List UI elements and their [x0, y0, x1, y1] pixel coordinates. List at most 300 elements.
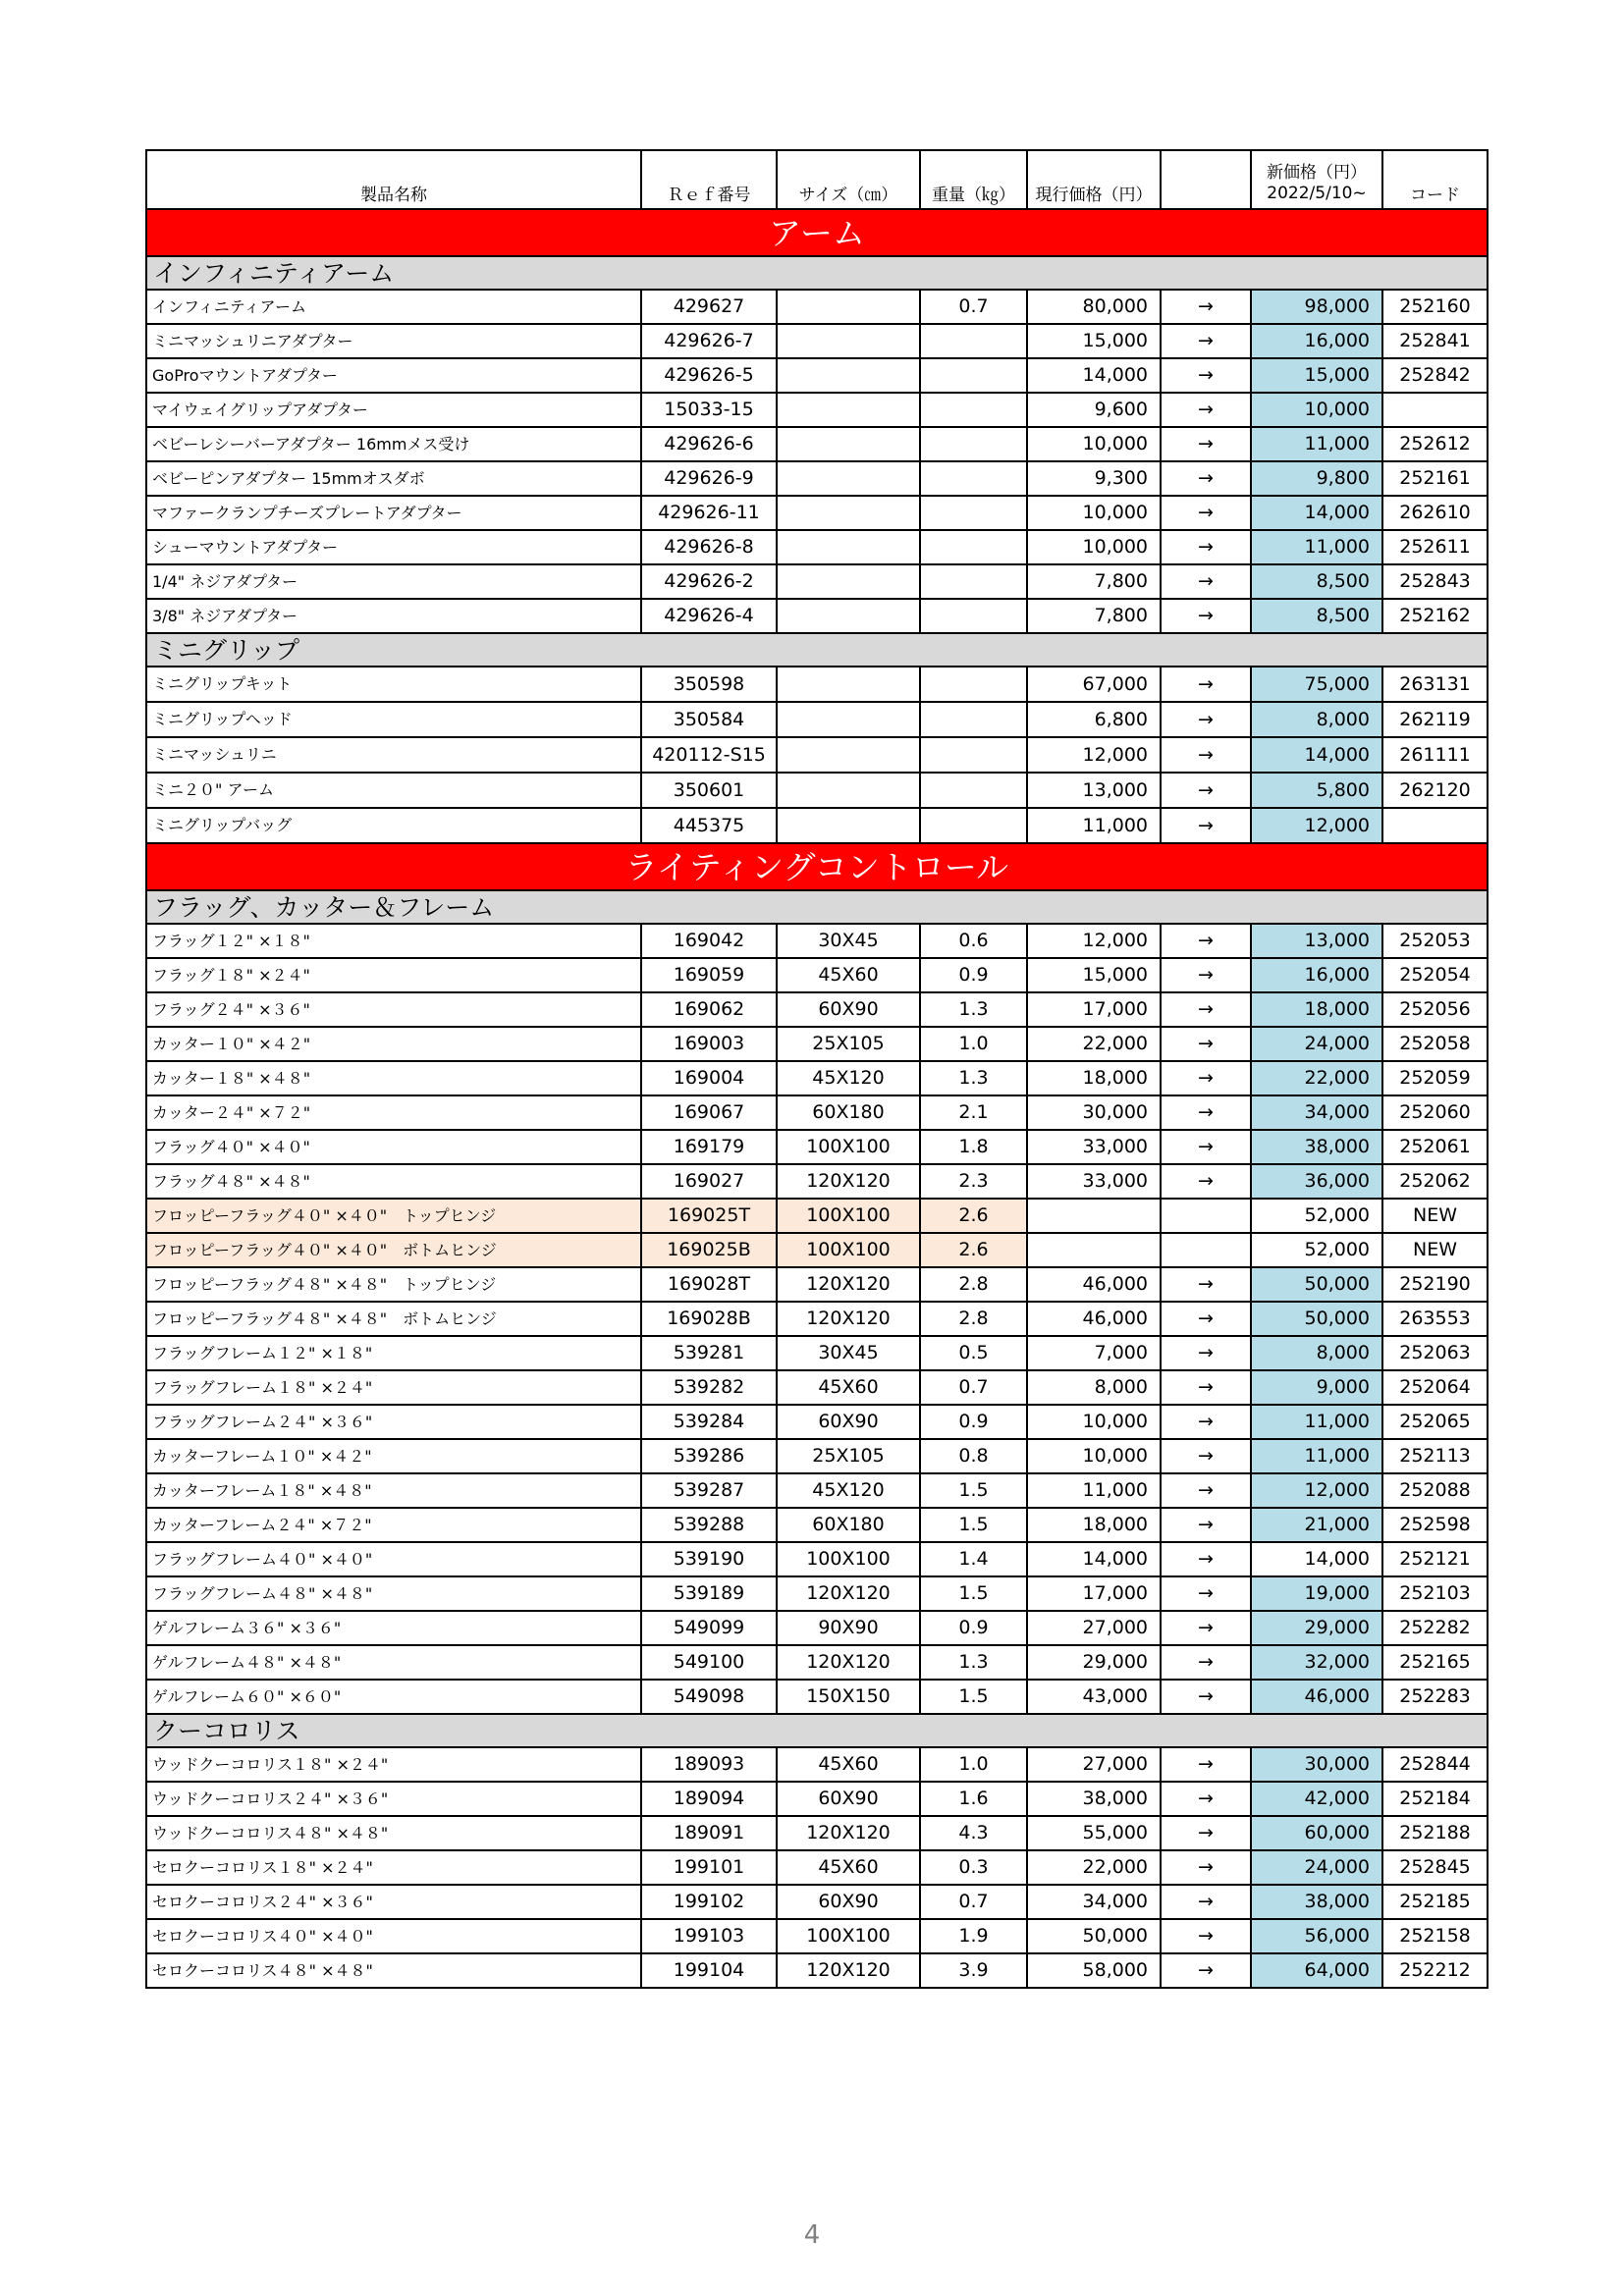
cell-size: 60X90 [777, 1782, 920, 1816]
cell-code: 252088 [1382, 1473, 1488, 1508]
cell-weight [920, 599, 1027, 633]
table-row [146, 1885, 1488, 1919]
table-row [146, 1747, 1488, 1782]
cell-ref: 169042 [641, 924, 777, 958]
cell-name: ミニグリップキット [146, 667, 641, 702]
cell-arrow: → [1161, 773, 1251, 808]
cell-size [777, 808, 920, 843]
cell-ref: 539281 [641, 1336, 777, 1370]
cell-arrow: → [1161, 1473, 1251, 1508]
table-row [146, 358, 1488, 393]
cell-weight: 1.3 [920, 992, 1027, 1027]
cell-arrow: → [1161, 324, 1251, 358]
cell-current [1027, 1233, 1161, 1267]
cell-ref: 445375 [641, 808, 777, 843]
cell-size: 30X45 [777, 924, 920, 958]
cell-code: 252158 [1382, 1919, 1488, 1953]
cell-weight: 0.9 [920, 958, 1027, 992]
cell-ref: 169025T [641, 1199, 777, 1233]
cell-current: 14,000 [1027, 358, 1161, 393]
table-row [146, 1370, 1488, 1405]
cell-new: 11,000 [1251, 1405, 1382, 1439]
cell-current: 15,000 [1027, 324, 1161, 358]
cell-current: 11,000 [1027, 1473, 1161, 1508]
cell-code: 252060 [1382, 1095, 1488, 1130]
section-header-row [146, 209, 1488, 256]
cell-current: 30,000 [1027, 1095, 1161, 1130]
cell-ref: 429626-6 [641, 427, 777, 461]
cell-new: 46,000 [1251, 1680, 1382, 1714]
table-row [146, 1645, 1488, 1680]
cell-ref: 539288 [641, 1508, 777, 1542]
cell-code: 252184 [1382, 1782, 1488, 1816]
cell-new: 9,000 [1251, 1370, 1382, 1405]
cell-weight [920, 702, 1027, 737]
cell-ref: 189094 [641, 1782, 777, 1816]
cell-size: 120X120 [777, 1645, 920, 1680]
cell-new: 11,000 [1251, 427, 1382, 461]
cell-size: 45X60 [777, 958, 920, 992]
cell-ref: 199104 [641, 1953, 777, 1988]
cell-size: 60X90 [777, 1405, 920, 1439]
cell-size: 100X100 [777, 1233, 920, 1267]
cell-arrow: → [1161, 1885, 1251, 1919]
cell-ref: 169027 [641, 1164, 777, 1199]
header-arrow [1161, 150, 1251, 209]
table-row [146, 958, 1488, 992]
cell-size: 120X120 [777, 1302, 920, 1336]
cell-weight: 0.7 [920, 1370, 1027, 1405]
cell-arrow: → [1161, 1919, 1251, 1953]
cell-code: NEW [1382, 1233, 1488, 1267]
cell-arrow: → [1161, 1267, 1251, 1302]
cell-weight: 1.9 [920, 1919, 1027, 1953]
cell-size [777, 427, 920, 461]
cell-ref: 169062 [641, 992, 777, 1027]
cell-current: 17,000 [1027, 992, 1161, 1027]
cell-new: 50,000 [1251, 1267, 1382, 1302]
table-row [146, 393, 1488, 427]
cell-weight [920, 530, 1027, 564]
cell-ref: 189093 [641, 1747, 777, 1782]
cell-current: 22,000 [1027, 1850, 1161, 1885]
cell-ref: 429626-9 [641, 461, 777, 496]
cell-name: フロッピーフラッグ４８" ×４８" ボトムヒンジ [146, 1302, 641, 1336]
cell-name: インフィニティアーム [146, 290, 641, 324]
cell-current: 10,000 [1027, 427, 1161, 461]
group-title: クーコロリス [146, 1714, 1488, 1747]
cell-size [777, 358, 920, 393]
cell-ref: 539287 [641, 1473, 777, 1508]
cell-ref: 429626-4 [641, 599, 777, 633]
table-row [146, 1542, 1488, 1576]
table-row [146, 667, 1488, 702]
cell-code: 252061 [1382, 1130, 1488, 1164]
cell-ref: 429626-8 [641, 530, 777, 564]
cell-arrow: → [1161, 1370, 1251, 1405]
cell-arrow: → [1161, 1130, 1251, 1164]
cell-arrow: → [1161, 1302, 1251, 1336]
cell-arrow: → [1161, 1611, 1251, 1645]
cell-ref: 199101 [641, 1850, 777, 1885]
cell-code: 252188 [1382, 1816, 1488, 1850]
cell-name: ベビーレシーバーアダプター 16mmメス受け [146, 427, 641, 461]
cell-code: 252598 [1382, 1508, 1488, 1542]
cell-current: 27,000 [1027, 1747, 1161, 1782]
cell-weight: 1.5 [920, 1473, 1027, 1508]
cell-code: 252058 [1382, 1027, 1488, 1061]
cell-arrow: → [1161, 530, 1251, 564]
cell-new: 14,000 [1251, 496, 1382, 530]
table-row [146, 290, 1488, 324]
cell-code: 252162 [1382, 599, 1488, 633]
group-header-row [146, 890, 1488, 924]
cell-code: 252611 [1382, 530, 1488, 564]
cell-current: 15,000 [1027, 958, 1161, 992]
cell-code: 252165 [1382, 1645, 1488, 1680]
cell-arrow: → [1161, 1061, 1251, 1095]
cell-code: 252161 [1382, 461, 1488, 496]
cell-size [777, 737, 920, 773]
cell-ref: 539190 [641, 1542, 777, 1576]
cell-ref: 169067 [641, 1095, 777, 1130]
cell-code: 252113 [1382, 1439, 1488, 1473]
header-ref: Ｒｅｆ番号 [641, 150, 777, 209]
cell-new: 12,000 [1251, 1473, 1382, 1508]
cell-weight [920, 808, 1027, 843]
cell-name: ミニマッシュリニアダプター [146, 324, 641, 358]
cell-size: 90X90 [777, 1611, 920, 1645]
cell-name: マイウェイグリップアダプター [146, 393, 641, 427]
cell-weight: 0.9 [920, 1405, 1027, 1439]
cell-weight [920, 393, 1027, 427]
cell-current: 11,000 [1027, 808, 1161, 843]
table-row [146, 1027, 1488, 1061]
header-weight: 重量（㎏） [920, 150, 1027, 209]
page-number: 4 [803, 2220, 821, 2250]
cell-ref: 199102 [641, 1885, 777, 1919]
cell-weight [920, 564, 1027, 599]
table-row [146, 1680, 1488, 1714]
cell-new: 21,000 [1251, 1508, 1382, 1542]
cell-weight [920, 496, 1027, 530]
cell-code: 263131 [1382, 667, 1488, 702]
cell-size: 45X60 [777, 1850, 920, 1885]
cell-ref: 549100 [641, 1645, 777, 1680]
cell-name: ゲルフレーム４８" ×４８" [146, 1645, 641, 1680]
cell-current: 13,000 [1027, 773, 1161, 808]
cell-arrow: → [1161, 496, 1251, 530]
header-new-price-line1: 新価格（円） [1267, 162, 1367, 183]
cell-weight: 1.5 [920, 1680, 1027, 1714]
cell-size [777, 290, 920, 324]
cell-new: 16,000 [1251, 958, 1382, 992]
cell-weight: 1.0 [920, 1747, 1027, 1782]
cell-name: ミニマッシュリニ [146, 737, 641, 773]
cell-size [777, 773, 920, 808]
cell-code [1382, 393, 1488, 427]
cell-new: 9,800 [1251, 461, 1382, 496]
cell-new: 52,000 [1251, 1233, 1382, 1267]
cell-size [777, 324, 920, 358]
table-row [146, 1508, 1488, 1542]
cell-ref: 350601 [641, 773, 777, 808]
cell-new: 8,500 [1251, 599, 1382, 633]
table-row [146, 1919, 1488, 1953]
cell-new: 14,000 [1251, 1542, 1382, 1576]
header-new-price-line2: 2022/5/10~ [1267, 183, 1367, 203]
cell-code [1382, 808, 1488, 843]
cell-code: 252059 [1382, 1061, 1488, 1095]
table-row [146, 1095, 1488, 1130]
cell-size [777, 667, 920, 702]
cell-size: 100X100 [777, 1130, 920, 1164]
cell-name: ミニグリップヘッド [146, 702, 641, 737]
cell-name: フラッグ１２" ×１８" [146, 924, 641, 958]
cell-weight [920, 737, 1027, 773]
cell-current: 50,000 [1027, 1919, 1161, 1953]
cell-weight: 4.3 [920, 1816, 1027, 1850]
cell-ref: 169028B [641, 1302, 777, 1336]
cell-ref: 350584 [641, 702, 777, 737]
cell-ref: 169004 [641, 1061, 777, 1095]
cell-arrow: → [1161, 702, 1251, 737]
cell-size [777, 393, 920, 427]
cell-weight: 0.7 [920, 290, 1027, 324]
cell-current: 7,800 [1027, 599, 1161, 633]
cell-current: 8,000 [1027, 1370, 1161, 1405]
cell-ref: 429627 [641, 290, 777, 324]
header-size: サイズ（㎝） [777, 150, 920, 209]
cell-arrow: → [1161, 461, 1251, 496]
cell-size: 45X60 [777, 1370, 920, 1405]
cell-name: フラッグ２４" ×３６" [146, 992, 641, 1027]
cell-ref: 539284 [641, 1405, 777, 1439]
header-row [146, 150, 1488, 209]
cell-weight [920, 773, 1027, 808]
cell-new: 8,000 [1251, 702, 1382, 737]
cell-name: フラッグフレーム１８" ×２４" [146, 1370, 641, 1405]
cell-arrow: → [1161, 599, 1251, 633]
cell-weight [920, 324, 1027, 358]
cell-current: 10,000 [1027, 530, 1161, 564]
cell-weight: 1.5 [920, 1508, 1027, 1542]
cell-arrow: → [1161, 1095, 1251, 1130]
cell-code: 252841 [1382, 324, 1488, 358]
cell-arrow: → [1161, 1782, 1251, 1816]
table-row [146, 1816, 1488, 1850]
cell-name: カッター１０" ×４２" [146, 1027, 641, 1061]
cell-name: フラッグフレーム４８" ×４８" [146, 1576, 641, 1611]
cell-new: 11,000 [1251, 530, 1382, 564]
cell-arrow: → [1161, 1164, 1251, 1199]
cell-weight: 2.6 [920, 1233, 1027, 1267]
cell-name: ウッドクーコロリス１８" ×２４" [146, 1747, 641, 1782]
cell-code: 252064 [1382, 1370, 1488, 1405]
cell-current: 9,600 [1027, 393, 1161, 427]
cell-new: 18,000 [1251, 992, 1382, 1027]
cell-name: ウッドクーコロリス２４" ×３６" [146, 1782, 641, 1816]
table-row [146, 427, 1488, 461]
cell-current: 7,000 [1027, 1336, 1161, 1370]
table-row [146, 1233, 1488, 1267]
cell-current: 9,300 [1027, 461, 1161, 496]
cell-weight: 2.3 [920, 1164, 1027, 1199]
cell-ref: 429626-11 [641, 496, 777, 530]
cell-ref: 169003 [641, 1027, 777, 1061]
cell-ref: 169059 [641, 958, 777, 992]
cell-name: ミニ２０" アーム [146, 773, 641, 808]
cell-size: 45X120 [777, 1061, 920, 1095]
cell-new: 13,000 [1251, 924, 1382, 958]
cell-current: 58,000 [1027, 1953, 1161, 1988]
cell-code: 252843 [1382, 564, 1488, 599]
cell-new: 52,000 [1251, 1199, 1382, 1233]
cell-size: 25X105 [777, 1439, 920, 1473]
cell-weight: 1.0 [920, 1027, 1027, 1061]
table-row [146, 1439, 1488, 1473]
cell-ref: 539189 [641, 1576, 777, 1611]
cell-new: 50,000 [1251, 1302, 1382, 1336]
cell-size: 120X120 [777, 1953, 920, 1988]
cell-weight: 1.3 [920, 1061, 1027, 1095]
cell-ref: 429626-7 [641, 324, 777, 358]
cell-size: 100X100 [777, 1919, 920, 1953]
cell-name: ゲルフレーム６０" ×６０" [146, 1680, 641, 1714]
cell-new: 11,000 [1251, 1439, 1382, 1473]
cell-new: 8,500 [1251, 564, 1382, 599]
cell-weight [920, 667, 1027, 702]
cell-new: 14,000 [1251, 737, 1382, 773]
cell-arrow: → [1161, 924, 1251, 958]
cell-code: 252065 [1382, 1405, 1488, 1439]
cell-code: 252844 [1382, 1747, 1488, 1782]
cell-current: 38,000 [1027, 1782, 1161, 1816]
table-row [146, 773, 1488, 808]
cell-current: 46,000 [1027, 1267, 1161, 1302]
cell-current: 6,800 [1027, 702, 1161, 737]
cell-name: フラッグフレーム２４" ×３６" [146, 1405, 641, 1439]
cell-name: カッター１８" ×４８" [146, 1061, 641, 1095]
table-row [146, 530, 1488, 564]
cell-ref: 539282 [641, 1370, 777, 1405]
cell-new: 38,000 [1251, 1130, 1382, 1164]
cell-weight: 3.9 [920, 1953, 1027, 1988]
cell-size [777, 496, 920, 530]
cell-name: カッターフレーム１８" ×４８" [146, 1473, 641, 1508]
group-header-row [146, 256, 1488, 290]
cell-name: フラッグフレーム１２" ×１８" [146, 1336, 641, 1370]
group-title: ミニグリップ [146, 633, 1488, 667]
cell-code: 252283 [1382, 1680, 1488, 1714]
cell-new: 24,000 [1251, 1850, 1382, 1885]
cell-code: 252056 [1382, 992, 1488, 1027]
header-name: 製品名称 [146, 150, 641, 209]
cell-name: GoProマウントアダプター [146, 358, 641, 393]
cell-current: 67,000 [1027, 667, 1161, 702]
cell-code: 252063 [1382, 1336, 1488, 1370]
cell-code: 252845 [1382, 1850, 1488, 1885]
cell-size: 30X45 [777, 1336, 920, 1370]
table-row [146, 702, 1488, 737]
cell-arrow: → [1161, 1027, 1251, 1061]
cell-new: 15,000 [1251, 358, 1382, 393]
cell-new: 64,000 [1251, 1953, 1382, 1988]
header-current-price: 現行価格（円） [1027, 150, 1161, 209]
cell-name: ベビーピンアダプター 15mmオスダボ [146, 461, 641, 496]
cell-arrow: → [1161, 1645, 1251, 1680]
cell-weight: 0.9 [920, 1611, 1027, 1645]
cell-ref: 420112-S15 [641, 737, 777, 773]
table-row [146, 496, 1488, 530]
table-row [146, 324, 1488, 358]
cell-name: フロッピーフラッグ４０" ×４０" トップヒンジ [146, 1199, 641, 1233]
cell-current: 33,000 [1027, 1164, 1161, 1199]
cell-weight: 2.8 [920, 1302, 1027, 1336]
cell-weight [920, 358, 1027, 393]
cell-new: 30,000 [1251, 1747, 1382, 1782]
cell-arrow: → [1161, 427, 1251, 461]
cell-current: 10,000 [1027, 1405, 1161, 1439]
table-row [146, 1782, 1488, 1816]
cell-ref: 429626-2 [641, 564, 777, 599]
cell-current: 33,000 [1027, 1130, 1161, 1164]
cell-ref: 429626-5 [641, 358, 777, 393]
cell-size [777, 530, 920, 564]
cell-arrow: → [1161, 667, 1251, 702]
cell-current: 80,000 [1027, 290, 1161, 324]
cell-arrow: → [1161, 1576, 1251, 1611]
table-row [146, 737, 1488, 773]
cell-current: 7,800 [1027, 564, 1161, 599]
cell-current: 14,000 [1027, 1542, 1161, 1576]
cell-name: カッターフレーム１０" ×４２" [146, 1439, 641, 1473]
cell-size: 60X90 [777, 992, 920, 1027]
cell-ref: 169028T [641, 1267, 777, 1302]
cell-new: 75,000 [1251, 667, 1382, 702]
cell-code: 252062 [1382, 1164, 1488, 1199]
cell-weight: 1.8 [920, 1130, 1027, 1164]
cell-ref: 549098 [641, 1680, 777, 1714]
cell-size [777, 564, 920, 599]
cell-arrow [1161, 1233, 1251, 1267]
cell-current: 55,000 [1027, 1816, 1161, 1850]
cell-arrow: → [1161, 1953, 1251, 1988]
table-row [146, 1199, 1488, 1233]
table-row [146, 924, 1488, 958]
cell-weight: 0.5 [920, 1336, 1027, 1370]
table-row [146, 1336, 1488, 1370]
cell-ref: 169025B [641, 1233, 777, 1267]
cell-name: カッターフレーム２４" ×７２" [146, 1508, 641, 1542]
cell-arrow: → [1161, 808, 1251, 843]
cell-new: 34,000 [1251, 1095, 1382, 1130]
cell-current: 12,000 [1027, 737, 1161, 773]
cell-arrow: → [1161, 1405, 1251, 1439]
cell-code: 252053 [1382, 924, 1488, 958]
cell-weight: 1.5 [920, 1576, 1027, 1611]
price-table [145, 149, 1489, 1989]
cell-arrow: → [1161, 1439, 1251, 1473]
cell-ref: 169179 [641, 1130, 777, 1164]
cell-name: セロクーコロリス４８" ×４８" [146, 1953, 641, 1988]
cell-ref: 15033-15 [641, 393, 777, 427]
cell-current: 18,000 [1027, 1061, 1161, 1095]
cell-new: 8,000 [1251, 1336, 1382, 1370]
cell-size: 45X60 [777, 1747, 920, 1782]
cell-new: 29,000 [1251, 1611, 1382, 1645]
cell-name: フラッグ１８" ×２４" [146, 958, 641, 992]
